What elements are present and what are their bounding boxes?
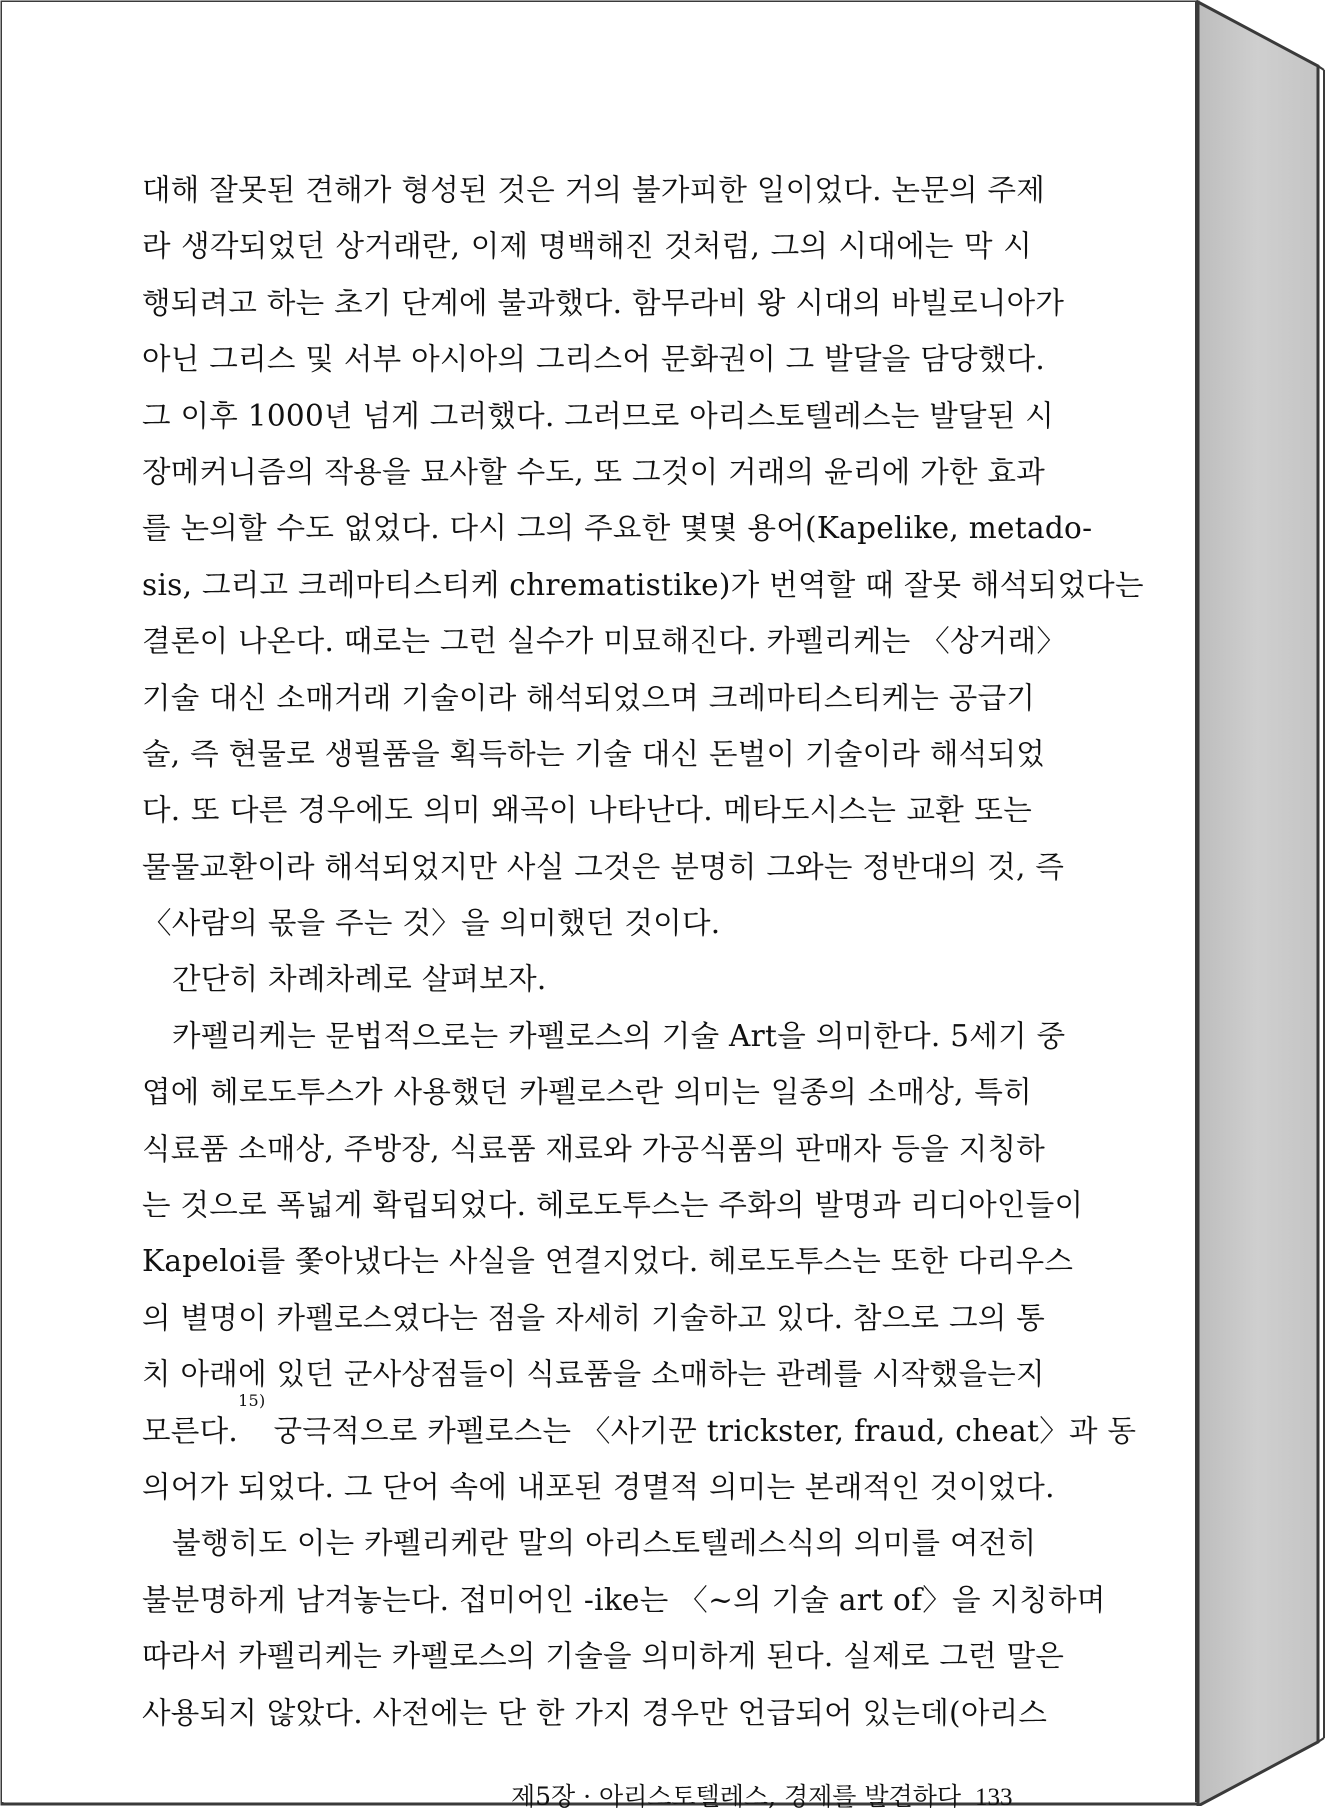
text-line: 따라서 카펠리케는 카펠로스의 기술을 의미하게 된다. 실제로 그런 말은 (142, 1639, 1065, 1674)
footnote-marker[interactable]: 15) (238, 1390, 266, 1410)
text-line: 카펠리케는 문법적으로는 카펠로스의 기술 Art을 의미한다. 5세기 중 (172, 1018, 1066, 1053)
text-line: 장메커니즘의 작용을 묘사할 수도, 또 그것이 거래의 윤리에 가한 효과 (142, 454, 1046, 489)
running-head: 제5장 · 아리스토텔레스, 경제를 발견하다 (511, 1782, 961, 1811)
text-line: 는 것으로 폭넓게 확립되었다. 헤로도투스는 주화의 발명과 리디아인들이 (142, 1188, 1084, 1223)
text-line: 불분명하게 남겨놓는다. 접미어인 -ike는 〈~의 기술 art of〉을 지칭하며 (142, 1582, 1106, 1617)
text-line: 엽에 헤로도투스가 사용했던 카펠로스란 의미는 일종의 소매상, 특히 (142, 1075, 1032, 1110)
text-line: 라 생각되었던 상거래란, 이제 명백해진 것처럼, 그의 시대에는 막 시 (142, 229, 1032, 264)
text-line: 식료품 소매상, 주방장, 식료품 재료와 가공식품의 판매자 등을 지칭하 (142, 1131, 1046, 1166)
text-line: 대해 잘못된 견해가 형성된 것은 거의 불가피한 일이었다. 논문의 주제 (142, 173, 1046, 207)
text-line: 그 이후 1000년 넘게 그러했다. 그러므로 아리스토텔레스는 발달된 시 (142, 398, 1055, 433)
text-line: 아닌 그리스 및 서부 아시아의 그리스어 문화권이 그 발달을 담당했다. (142, 342, 1046, 377)
page-number: 133 (975, 1784, 1013, 1811)
book-page (2, 2, 1198, 1811)
text-line: 사용되지 않았다. 사전에는 단 한 가지 경우만 언급되어 있는데(아리스 (142, 1695, 1048, 1730)
text-line: 결론이 나온다. 때로는 그런 실수가 미묘해진다. 카펠리케는 〈상거래〉 (142, 624, 1067, 659)
text-line: 〈사람의 몫을 주는 것〉을 의미했던 것이다. (142, 906, 721, 941)
text-line: sis, 그리고 크레마티스티케 chrematistike)가 번역할 때 잘못 해석되었다는 (142, 567, 1144, 602)
text-line: Kapeloi를 쫓아냈다는 사실을 연결지었다. 헤로도투스는 또한 다리우스 (142, 1244, 1074, 1279)
text-line: 의 별명이 카펠로스였다는 점을 자세히 기술하고 있다. 참으로 그의 통 (142, 1300, 1046, 1335)
line-text-continued: 궁극적으로 카펠로스는 〈사기꾼 trickster, fraud, cheat〉과 동 (273, 1413, 1137, 1448)
text-line: 물물교환이라 해석되었지만 사실 그것은 분명히 그와는 정반대의 것, 즉 (142, 849, 1065, 884)
text-line: 치 아래에 있던 군사상점들이 식료품을 소매하는 관례를 시작했을는지 (142, 1357, 1045, 1392)
text-line: 불행히도 이는 카펠리케란 말의 아리스토텔레스식의 의미를 여전히 (172, 1526, 1037, 1561)
text-line: 다. 또 다른 경우에도 의미 왜곡이 나타난다. 메타도시스는 교환 또는 (142, 793, 1032, 828)
text-line: 의어가 되었다. 그 단어 속에 내포된 경멸적 의미는 본래적인 것이었다. (142, 1469, 1055, 1504)
text-line: 행되려고 하는 초기 단계에 불과했다. 함무라비 왕 시대의 바빌로니아가 (142, 285, 1065, 320)
text-line: 기술 대신 소매거래 기술이라 해석되었으며 크레마티스티케는 공급기 (142, 680, 1036, 715)
text-line: 를 논의할 수도 없었다. 다시 그의 주요한 몇몇 용어(Kapelike, metado- (142, 511, 1093, 546)
text-line: 술, 즉 현물로 생필품을 획득하는 기술 대신 돈벌이 기술이라 해석되었 (142, 736, 1046, 771)
page-footer (511, 1777, 1013, 1817)
line-text: 모른다. (142, 1413, 239, 1448)
text-line: 간단히 차례차례로 살펴보자. (172, 962, 547, 997)
